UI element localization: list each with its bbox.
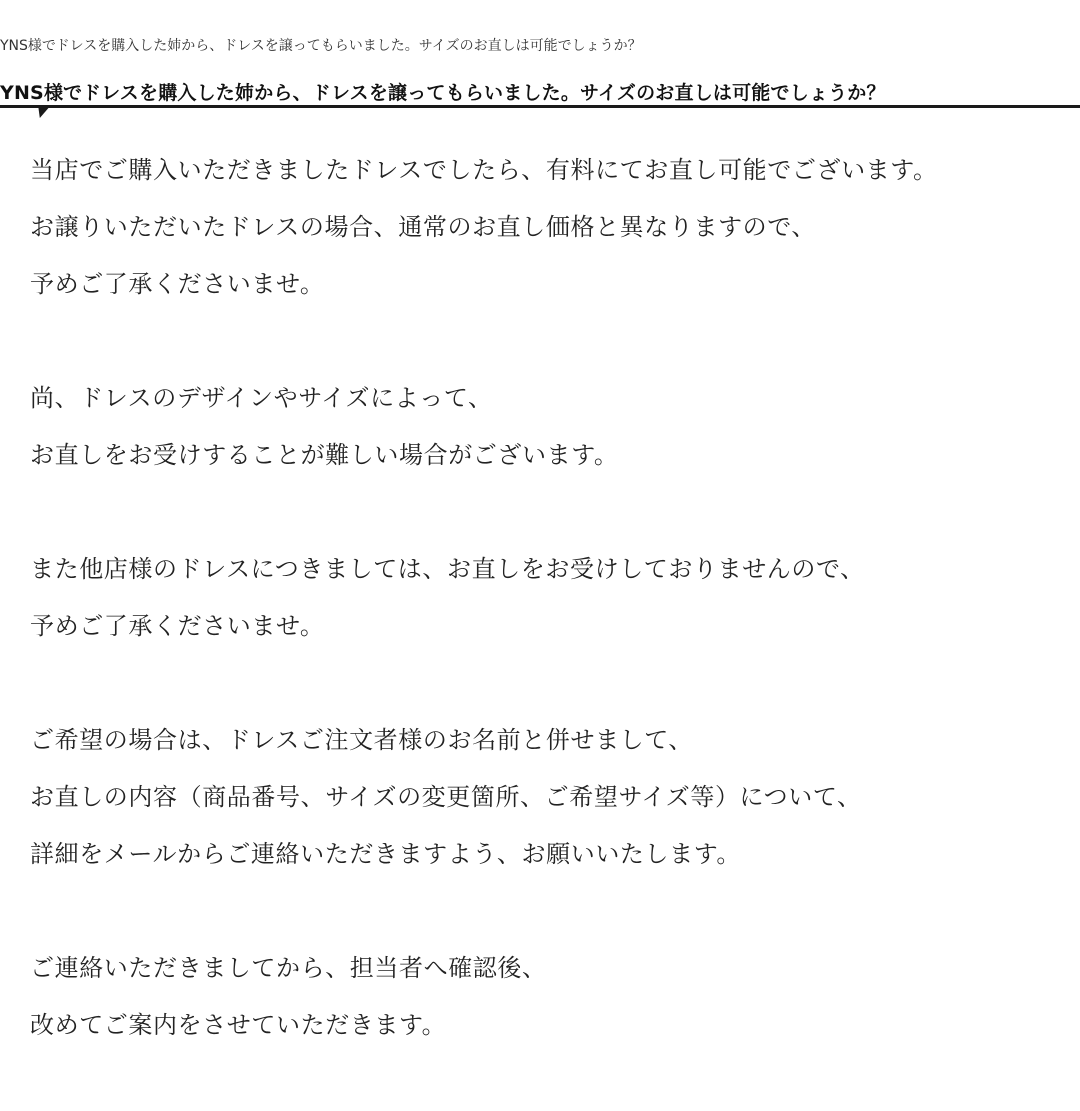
answer-line: また他店様のドレスにつきましては、お直しをお受けしておりませんので、 [30,555,865,583]
answer-line: 尚、ドレスのデザインやサイズによって、 [30,384,493,412]
answer-paragraph [30,712,1075,883]
answer-line: お直しの内容（商品番号、サイズの変更箇所、ご希望サイズ等）について、 [30,783,862,811]
answer-line: お直しをお受けすることが難しい場合がございます。 [30,441,619,469]
question-title: YNS様でドレスを購入した姉から、ドレスを譲ってもらいました。サイズのお直しは可能でしょうか？ [0,82,886,104]
answer-line: 詳細をメールからご連絡いただきますよう、お願いいたします。 [30,840,741,868]
answer-line: 予めご了承くださいませ。 [30,612,325,640]
answer-line: ご希望の場合は、ドレスご注文者様のお名前と併せまして、 [30,726,693,754]
question-heading [0,76,1080,110]
answer-line: 改めてご案内をさせていただきます。 [30,1011,447,1039]
breadcrumb[interactable]: YNS様でドレスを購入した姉から、ドレスを譲ってもらいました。サイズのお直しは可能でしょうか？ [0,38,642,54]
answer-line: 予めご了承くださいませ。 [30,270,325,298]
answer-line: お譲りいただいたドレスの場合、通常のお直し価格と異なりますので、 [30,213,816,241]
answer-paragraph [30,370,1075,484]
answer-paragraph [30,940,1075,1054]
answer-line: 当店でご購入いただきましたドレスでしたら、有料にてお直し可能でございます。 [30,156,938,184]
heading-underline [0,105,1080,108]
answer-body [30,142,1075,1111]
answer-paragraph [30,142,1075,313]
answer-paragraph [30,541,1075,655]
answer-line: ご連絡いただきましてから、担当者へ確認後、 [30,954,547,982]
speech-pointer-icon [34,106,50,118]
